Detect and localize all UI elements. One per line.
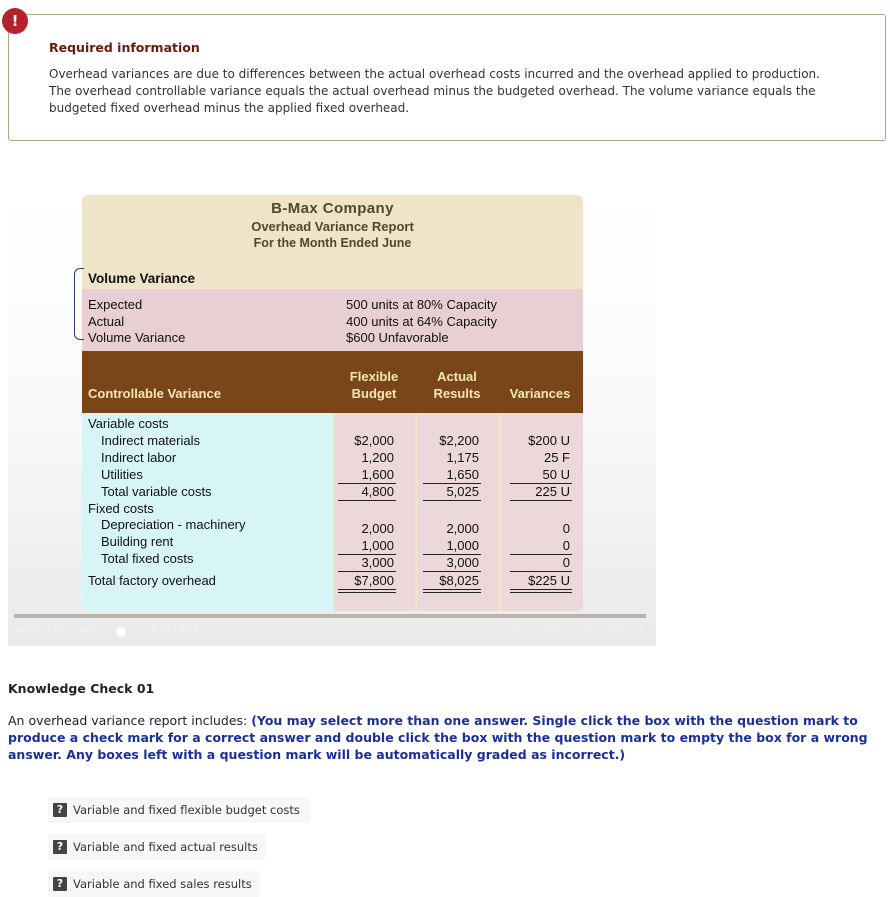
report-period: For the Month Ended June	[253, 236, 412, 250]
row-label: Depreciation - machinery	[101, 517, 246, 532]
required-info-box	[8, 14, 886, 141]
video-controls	[8, 621, 656, 643]
flex-value: 4,800	[361, 484, 394, 499]
actual-value: $2,200	[439, 433, 479, 448]
question-instructions: (You may select more than one answer. Single click the box with the question mark to produce a check mark for a correct answer and double click the box with the question mark to empty the box for a wrong answer. Any boxes left with a question mark will be automatically graded as incorrect.)	[8, 713, 868, 762]
subtotal-rule	[510, 571, 572, 572]
bracket-annotation	[74, 268, 84, 340]
actual-value: 1,000	[446, 538, 479, 553]
variance-value: 0	[562, 521, 570, 536]
total-double-rule	[423, 592, 481, 593]
row-label: Indirect materials	[101, 433, 200, 448]
answer-option	[48, 834, 266, 860]
volume-row-value: 400 units at 64% Capacity	[346, 314, 498, 329]
col-flexible-line2: Budget	[351, 386, 397, 401]
variance-value: 0	[562, 538, 570, 553]
question-text	[8, 712, 884, 763]
volume-slider-handle[interactable]	[116, 627, 126, 637]
row-label: Total fixed costs	[101, 551, 194, 566]
variance-value: 0	[562, 555, 570, 570]
actual-value: $8,025	[439, 573, 479, 588]
variance-value: 50 U	[542, 467, 570, 482]
knowledge-check-title: Knowledge Check 01	[8, 681, 155, 696]
variance-value: 225 U	[535, 484, 570, 499]
report-title: Overhead Variance Report	[251, 219, 414, 234]
fullscreen-icon[interactable]: ⛶	[636, 625, 643, 635]
volume-row-value: 500 units at 80% Capacity	[346, 297, 498, 312]
subtotal-rule	[338, 500, 396, 501]
volume-row-value: $600 Unfavorable	[346, 330, 449, 345]
required-info-text: Overhead variances are due to differences between the actual overhead costs incurred and the overhead applied to production. The overhead controllable variance equals the actual overhead minus the budgeted overhead. The volume variance equals the budgeted fixed overhead minus the applied fixed overhead.	[49, 67, 820, 115]
actual-value: 1,650	[446, 467, 479, 482]
subtotal-rule	[338, 571, 396, 572]
variance-value: 25 F	[543, 450, 570, 465]
row-label: Total variable costs	[101, 484, 212, 499]
total-double-rule	[423, 589, 481, 590]
time-display: 0:00 / 4:43	[150, 625, 200, 635]
variance-value: $225 U	[528, 573, 570, 588]
answer-option-label: Variable and fixed flexible budget costs	[73, 803, 300, 817]
flex-value: 1,000	[361, 538, 394, 553]
actual-value: 5,025	[446, 484, 479, 499]
row-label: Total factory overhead	[88, 573, 216, 588]
flex-value: $7,800	[354, 573, 394, 588]
video-player[interactable]	[8, 190, 656, 646]
volume-row-label: Actual	[88, 314, 125, 329]
question-mark-checkbox[interactable]: ?	[53, 840, 67, 854]
answer-option	[48, 797, 310, 823]
volume-icon[interactable]: ◀))	[78, 625, 92, 635]
question-mark-checkbox[interactable]: ?	[53, 877, 67, 891]
volume-row-label: Expected	[88, 297, 143, 312]
flex-value: 1,600	[361, 467, 394, 482]
subtotal-rule	[423, 500, 481, 501]
row-label: Indirect labor	[101, 450, 177, 465]
answer-option-label: Variable and fixed actual results	[73, 840, 258, 854]
flex-value: $2,000	[354, 433, 394, 448]
flex-value: 3,000	[361, 555, 394, 570]
actual-value: 3,000	[446, 555, 479, 570]
col-actual-line1: Actual	[437, 369, 477, 384]
question-stem: An overhead variance report includes:	[8, 713, 252, 728]
question-mark-checkbox[interactable]: ?	[53, 803, 67, 817]
rewind-10s-icon[interactable]: ◀10s	[14, 625, 38, 635]
subtotal-rule	[510, 500, 572, 501]
answer-option-label: Variable and fixed sales results	[73, 877, 252, 891]
flex-value: 1,200	[361, 450, 394, 465]
actual-value: 1,175	[446, 450, 479, 465]
volume-variance-panel	[82, 289, 583, 351]
transcript-icon[interactable]: ☰	[612, 625, 621, 635]
controllable-variance-heading: Controllable Variance	[88, 386, 221, 401]
required-info-title: Required information	[49, 40, 200, 55]
col-flexible-line1: Flexible	[349, 369, 399, 384]
col-actual-line2: Results	[433, 386, 481, 401]
video-progress-bar[interactable]	[14, 614, 646, 618]
total-double-rule	[510, 589, 572, 590]
play-icon[interactable]: ▶	[54, 625, 61, 635]
row-label: Utilities	[101, 467, 143, 482]
col-variances: Variances	[509, 386, 571, 401]
row-label: Building rent	[101, 534, 174, 549]
variance-value: $200 U	[528, 433, 570, 448]
row-label: Fixed costs	[88, 501, 154, 516]
report-company: B-Max Company	[271, 200, 394, 217]
answer-option	[48, 871, 260, 897]
volume-row-label: Volume Variance	[88, 330, 186, 345]
overhead-variance-report	[82, 195, 583, 611]
total-double-rule	[338, 592, 396, 593]
volume-variance-heading: Volume Variance	[88, 271, 196, 286]
playback-speed-button[interactable]: 1x	[511, 625, 523, 635]
row-label: Variable costs	[88, 416, 169, 431]
actual-value: 2,000	[446, 521, 479, 536]
settings-gear-icon[interactable]: ⚙	[582, 625, 591, 635]
subtotal-rule	[423, 571, 481, 572]
alert-icon: !	[2, 8, 28, 34]
controllable-header	[82, 351, 583, 413]
total-double-rule	[338, 589, 396, 590]
captions-icon[interactable]: CC	[548, 625, 561, 635]
total-double-rule	[510, 592, 572, 593]
flex-value: 2,000	[361, 521, 394, 536]
